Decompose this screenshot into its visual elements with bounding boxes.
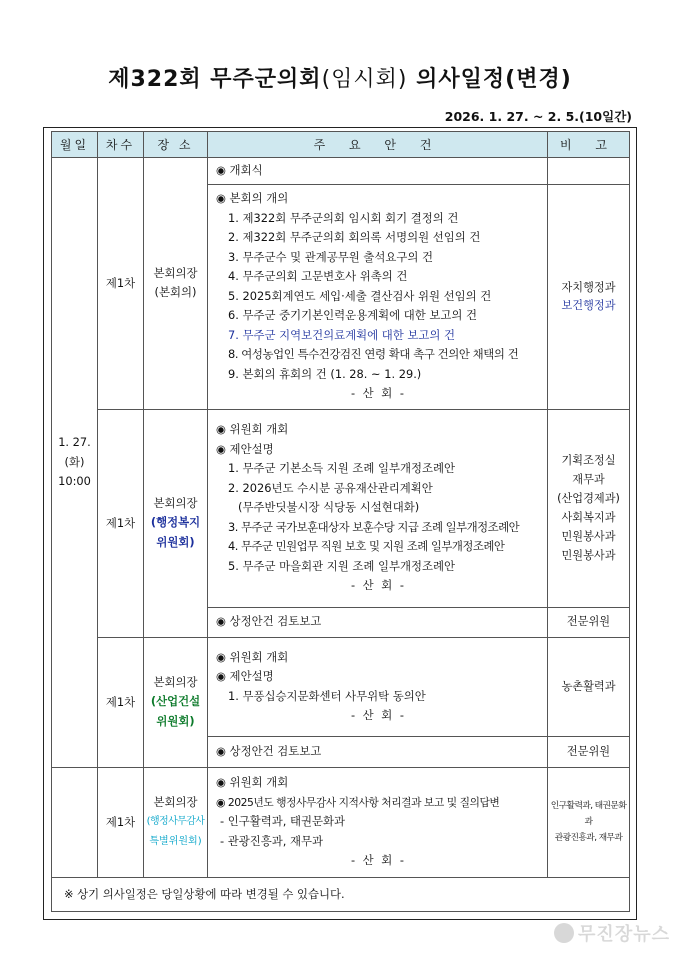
title-suffix: 의사일정(변경) <box>407 67 572 92</box>
industry-agenda <box>208 637 548 736</box>
watermark <box>554 920 670 946</box>
agenda-item: 1. 무풍십승지문화센터 사무위탁 동의안 <box>228 688 426 703</box>
agenda-item: 2. 2026년도 수시분 공유재산관리계획안 <box>228 480 433 495</box>
plenary-place-body: (본회의) <box>154 285 197 300</box>
opening-note <box>548 158 630 185</box>
date-cell <box>52 158 98 768</box>
agenda-item-detail: (무주반딧불시장 식당동 시설현대화) <box>238 500 420 515</box>
agenda-item: 2. 제322회 무주군의회 회의록 서명의원 선임의 건 <box>228 230 481 245</box>
agenda-item: 4. 무주군의회 고문변호사 위촉의 건 <box>228 269 408 284</box>
footer-note: ※ 상기 의사일정은 당일상황에 따라 변경될 수 있습니다. <box>52 877 630 911</box>
industry-place-name: 본회의장 <box>153 674 198 689</box>
welfare-place <box>144 409 208 637</box>
schedule-table <box>51 131 630 912</box>
audit-item: ◉ 2025년도 행정사무감사 지적사항 처리결과 보고 및 질의답변 <box>216 795 500 809</box>
title-main: 제322회 무주군의회 <box>108 67 322 92</box>
watermark-logo-icon <box>554 923 574 943</box>
welfare-note <box>548 409 630 607</box>
industry-place <box>144 637 208 767</box>
note-dept: 민원봉사과 <box>561 549 616 562</box>
agenda-item: 3. 무주군 국가보훈대상자 보훈수당 지급 조례 일부개정조례안 <box>228 519 520 534</box>
adjourn-text: - 산 회 - <box>350 578 407 593</box>
welfare-row <box>52 409 630 607</box>
committee-open: ◉ 위원회 개회 <box>216 775 289 790</box>
audit-note <box>548 767 630 877</box>
audit-dept-list: - 인구활력과, 태권문화과 <box>220 814 346 829</box>
industry-review <box>208 736 548 767</box>
note-dept: 자치행정과 <box>561 280 616 294</box>
agenda-item: 8. 여성농업인 특수건강검진 연령 확대 촉구 건의안 채택의 건 <box>228 347 519 362</box>
agenda-item: 9. 본회의 휴회의 건 (1. 28. ~ 1. 29.) <box>228 366 422 381</box>
date-day: 1. 27. <box>58 435 91 449</box>
audit-session-gap <box>52 767 98 877</box>
date-time: 10:00 <box>58 474 91 488</box>
committee-open: ◉ 위원회 개회 <box>216 649 289 664</box>
header-session: 차수 <box>98 132 144 158</box>
agenda-item: 6. 무주군 중기기본인력운용계획에 대한 보고의 건 <box>228 308 478 323</box>
agenda-item: 4. 무주군 민원업무 직원 보호 및 지원 조례 일부개정조례안 <box>228 539 505 554</box>
opening-agenda <box>208 158 548 185</box>
review-report: ◉ 상정안건 검토보고 <box>216 743 322 758</box>
audit-session: 제1차 <box>98 767 144 877</box>
header-place: 장 소 <box>144 132 208 158</box>
plenary-note <box>548 184 630 409</box>
welfare-agenda <box>208 409 548 607</box>
watermark-text: 무진장뉴스 <box>578 924 670 945</box>
proposal-explanation: ◉ 제안설명 <box>216 669 274 683</box>
opening-row <box>52 158 630 185</box>
audit-committee-name: (행정사무감사 <box>146 816 205 828</box>
audit-place <box>144 767 208 877</box>
plenary-agenda <box>208 184 548 409</box>
plenary-head: ◉ 본회의 개의 <box>216 191 289 206</box>
note-dept: 관광진흥과, 재무과 <box>554 833 623 843</box>
date-weekday: (화) <box>64 454 85 469</box>
welfare-review <box>208 607 548 637</box>
industry-row <box>52 637 630 736</box>
welfare-committee-suffix: 위원회) <box>156 534 195 549</box>
opening-item: ◉ 개회식 <box>216 163 263 177</box>
welfare-committee-name: (행정복지 <box>150 515 201 530</box>
note-dept: 사회복지과 <box>561 511 616 524</box>
agenda-item: 1. 제322회 무주군의회 임시회 회기 결정의 건 <box>228 210 459 225</box>
audit-place-name: 본회의장 <box>153 794 198 809</box>
header-row <box>52 132 630 158</box>
adjourn-text: - 산 회 - <box>350 386 407 401</box>
footer-row <box>52 877 630 911</box>
agenda-item: 5. 2025회계연도 세입·세출 결산검사 위원 선임의 건 <box>228 288 492 303</box>
industry-note: 농촌활력과 <box>548 637 630 736</box>
agenda-item: 1. 무주군 기본소득 지원 조례 일부개정조례안 <box>228 461 456 476</box>
note-dept: 인구활력과, 태권문화과 <box>550 801 627 827</box>
agenda-item: 5. 무주군 마을회관 지원 조례 일부개정조례안 <box>228 558 456 573</box>
agenda-item-highlighted: 7. 무주군 지역보건의료계획에 대한 보고의 건 <box>228 327 456 342</box>
note-dept: 기획조정실 <box>561 454 616 467</box>
note-dept: (산업경제과) <box>557 492 620 505</box>
review-report: ◉ 상정안건 검토보고 <box>216 614 322 629</box>
audit-row <box>52 767 630 877</box>
industry-committee-suffix: 위원회) <box>156 713 195 728</box>
proposal-explanation: ◉ 제안설명 <box>216 441 274 456</box>
audit-committee-suffix: 특별위원회) <box>149 835 202 847</box>
plenary-place-name: 본회의장 <box>153 265 198 280</box>
header-note: 비 고 <box>548 132 630 158</box>
industry-session: 제1차 <box>98 637 144 767</box>
welfare-session: 제1차 <box>98 409 144 637</box>
welfare-place-name: 본회의장 <box>153 495 198 510</box>
adjourn-text: - 산 회 - <box>350 853 407 868</box>
plenary-place <box>144 158 208 410</box>
session-period: 2026. 1. 27. ~ 2. 5.(10일간) <box>444 109 632 124</box>
adjourn-text: - 산 회 - <box>350 708 407 722</box>
audit-agenda <box>208 767 548 877</box>
note-dept: 민원봉사과 <box>561 530 616 543</box>
header-agenda: 주 요 안 건 <box>208 132 548 158</box>
review-note: 전문위원 <box>548 736 630 767</box>
note-dept: 재무과 <box>572 473 605 486</box>
page-title <box>0 62 680 93</box>
plenary-session: 제1차 <box>98 158 144 410</box>
industry-committee-name: (산업건설 <box>150 694 201 709</box>
header-date: 월일 <box>52 132 98 158</box>
committee-open: ◉ 위원회 개회 <box>216 422 289 437</box>
review-note: 전문위원 <box>548 607 630 637</box>
note-dept-highlighted: 보건행정과 <box>561 298 616 312</box>
audit-dept-list: - 관광진흥과, 재무과 <box>220 833 323 848</box>
agenda-item: 3. 무주군수 및 관계공무원 출석요구의 건 <box>228 249 434 264</box>
title-session-type: (임시회) <box>321 67 408 92</box>
